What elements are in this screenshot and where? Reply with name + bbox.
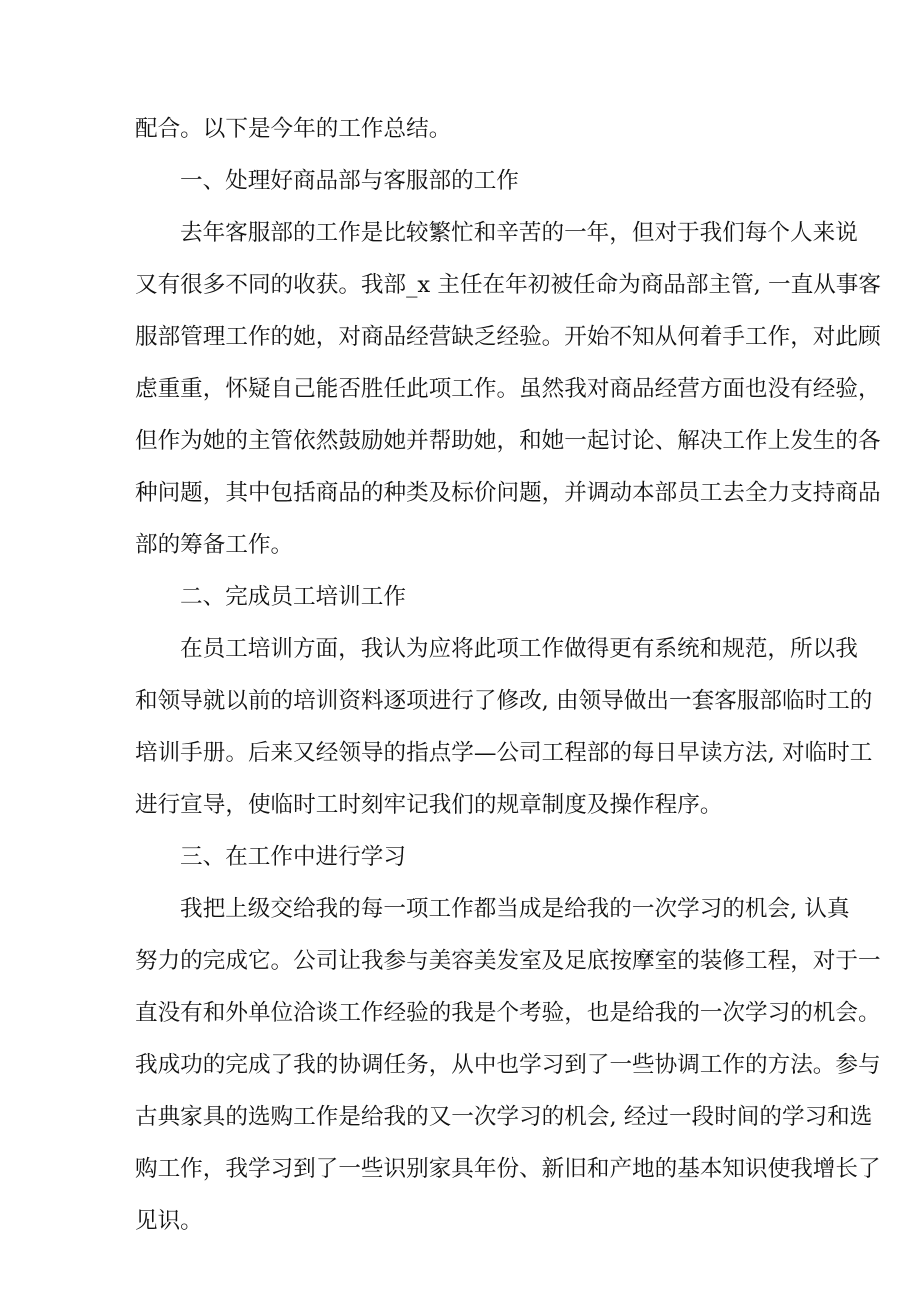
text-line: 去年客服部的工作是比较繁忙和辛苦的一年，但对于我们每个人来说 [180, 220, 858, 246]
text-line: 我成功的完成了我的协调任务，从中也学习到了一些协调工作的方法。参与 [135, 1052, 881, 1078]
text-line: 我把上级交给我的每一项工作都当成是给我的一次学习的机会, 认真 [180, 896, 850, 922]
text-line: 进行宣导，使临时工时刻牢记我们的规章制度及操作程序。 [135, 792, 723, 818]
text-line: 服部管理工作的她，对商品经营缺乏经验。开始不知从何着手工作，对此顾 [135, 324, 881, 350]
section-heading-2: 二、完成员工培训工作 [180, 584, 406, 610]
text-line: 种问题，其中包括商品的种类及标价问题，并调动本部员工去全力支持商品 [135, 480, 881, 506]
text-line: 直没有和外单位洽谈工作经验的我是个考验，也是给我的一次学习的机会。 [135, 1000, 881, 1026]
text-line: 培训手册。后来又经领导的指点学—公司工程部的每日早读方法, 对临时工 [135, 740, 873, 766]
text-line: 虑重重，怀疑自己能否胜任此项工作。虽然我对商品经营方面也没有经验， [135, 376, 881, 402]
section-heading-1: 一、处理好商品部与客服部的工作 [180, 168, 519, 194]
text-line: 但作为她的主管依然鼓励她并帮助她，和她一起讨论、解决工作上发生的各 [135, 428, 881, 454]
text-line: 见识。 [135, 1208, 203, 1234]
text-line: 在员工培训方面，我认为应将此项工作做得更有系统和规范，所以我 [180, 636, 858, 662]
text-line: 努力的完成它。公司让我参与美容美发室及足底按摩室的装修工程，对于一 [135, 948, 881, 974]
section-heading-3: 三、在工作中进行学习 [180, 844, 406, 870]
text-line: 和领导就以前的培训资料逐项进行了修改, 由领导做出一套客服部临时工的 [135, 688, 873, 714]
text-line: 部的筹备工作。 [135, 532, 294, 558]
text-line: 购工作，我学习到了一些识别家具年份、新旧和产地的基本知识使我增长了 [135, 1156, 881, 1182]
text-line: 又有很多不同的收获。我部_x 主任在年初被任命为商品部主管, 一直从事客 [135, 272, 881, 298]
text-line: 古典家具的选购工作是给我的又一次学习的机会, 经过一段时间的学习和选 [135, 1104, 873, 1130]
text-line: 配合。以下是今年的工作总结。 [135, 116, 452, 142]
